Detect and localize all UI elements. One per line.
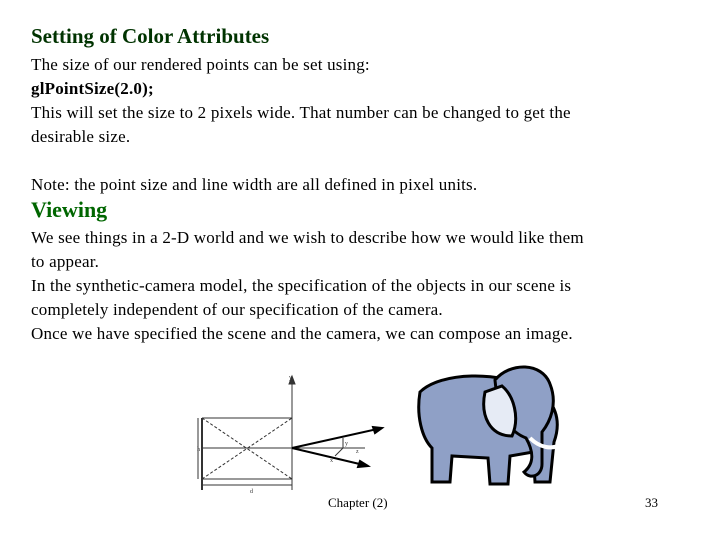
text-line: to appear. [31,252,100,271]
note-line: Note: the point size and line width are all defined in pixel units. [31,175,478,194]
footer-page-number: 33 [645,495,658,510]
text-line: desirable size. [31,127,131,146]
paragraph-point-size [31,53,691,149]
paragraph-viewing [31,226,691,346]
section-title-viewing: Viewing [31,197,108,222]
footer-chapter: Chapter (2) [328,495,388,510]
text-line: The size of our rendered points can be set using: [31,55,370,74]
projection-rays [292,427,382,467]
section-title-color-attributes: Setting of Color Attributes [31,24,270,48]
text-line: We see things in a 2-D world and we wish to describe how we would like them [31,228,584,247]
synthetic-camera-figure [190,352,690,522]
elephant-illustration [419,367,562,484]
text-line: This will set the size to 2 pixels wide. That number can be changed to get the [31,103,571,122]
label-z: z [356,449,359,455]
ray-upper [292,428,382,448]
code-line: glPointSize(2.0); [31,79,154,98]
text-line: completely independent of our specification of the camera. [31,300,443,319]
label-y-small: y [345,441,348,447]
label-y-top: y [289,375,292,381]
label-d: d [250,489,253,495]
figure-labels [197,375,359,495]
ray-lower-arrowhead [358,461,368,467]
ray-upper-arrowhead [373,427,382,433]
text-line: Once we have specified the scene and the camera, we can compose an image. [31,324,573,343]
label-h: h [197,447,200,453]
label-x: x [330,458,333,464]
small-x-axis [335,448,343,456]
camera-diagram [198,376,365,490]
text-line: In the synthetic-camera model, the specification of the objects in our scene is [31,276,572,295]
